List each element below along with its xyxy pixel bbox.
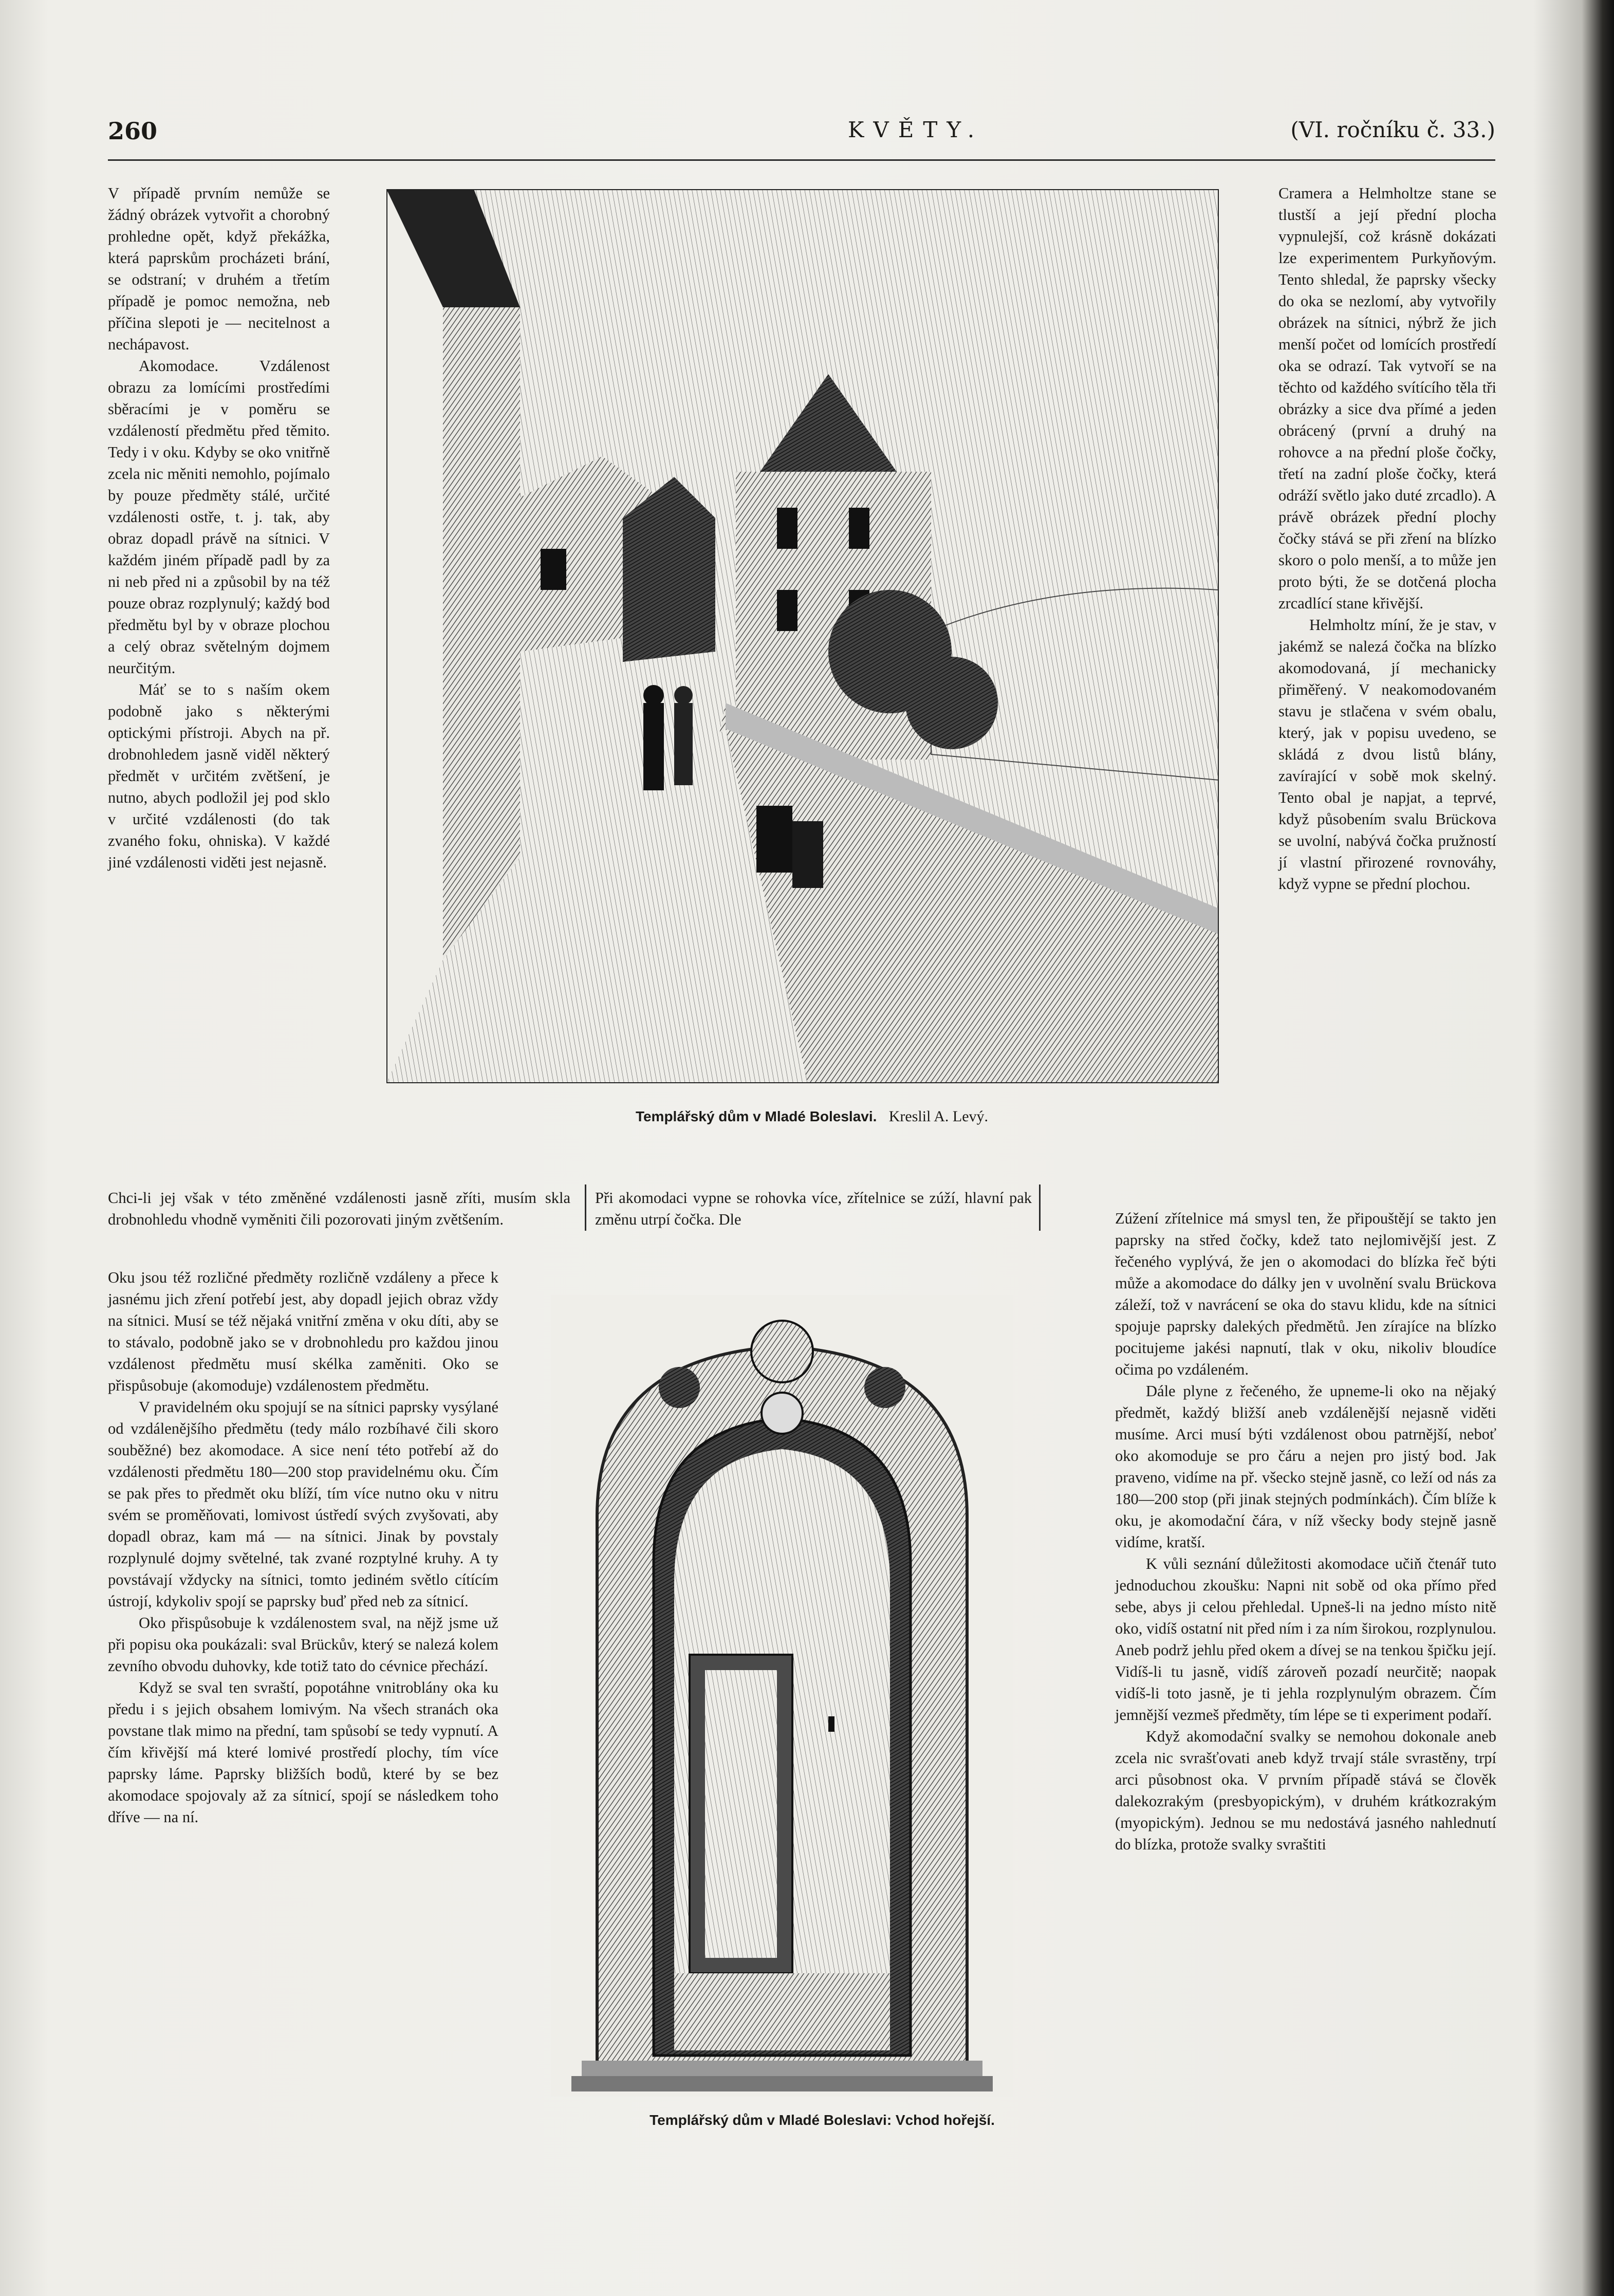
paragraph: K vůli seznání důležitosti akomodace učiň čtenář tuto jednoduchou zkoušku: Napni nit sobě od oka přímo před sebe, abys ji celou přehledal. Upneš-li na jedno místo nitě oko, vidíš ostatní nit před ním i za ním širokou, rozplynulou. Aneb podrž jehlu před okem a dívej se na tenkou špičku její. Vidíš-li tu jasně, vidíš zároveň pozadí neurčitě; naopak vidíš-li toto jasně, je ti jehla rozplynulým obrazem. Čím jemnější vezmeš předměty, tím lépe se ti experiment podaří. [1115, 1555, 1496, 1724]
engraving-street-illustration [386, 189, 1219, 1083]
paragraph: V pravidelném oku spojují se na sítnici paprsky vysýlané od vzdálenějšího předmětu (tedy málo rozbíhavé čili skoro souběžné) bez akomodace. A sice není této potřebí až do vzdálenosti předmětu 180—200 stop pravidelnému oku. Čím se pak přes to předmět oku blíží, tím více nutno oku v nitru svém se proměňovati, lomivost ústředí svých zvyšovati, aby dopadl obraz, kam má — na sítnici. Jinak by povstaly rozplynulé dojmy světelné, tak zvané rozptylné kruhy. A ty povstávají vždycky na sítnici, tomto jediném světlo cítícím ústrojí, kdykoliv spojí se paprsky buď před neb za sítnicí. [108, 1398, 498, 1610]
paragraph: Máť se to s naším okem podobně jako s některými optickými přístroji. Abych na př. drobnohledem jasně viděl některý předmět v určitém zvětšení, je nutno, abych podložil jej pod sklo v určité vzdálenosti (do tak zvaného foku, ohniska). V každé jiné vzdálenosti viděti jest nejasně. [108, 681, 330, 871]
caption-credit: Kreslil A. Levý. [888, 1108, 989, 1125]
journal-title: KVĚTY. [848, 117, 984, 142]
paragraph: Helmholtz míní, že je stav, v jakémž se nalezá čočka na blízko akomodovaná, jí mechanicky přiměřený. V neakomodovaném stavu je stlačena v svém obalu, který, jak v popisu uvedeno, se skládá z dvou listů blány, zavírající v sobě mok skelný. Tento obal je napjat, a teprvé, když působením svalu Brückova se uvolní, nabývá čočka pružností jí vlastní přirozené rovnováhy, když vypne se přední plochou. [1278, 616, 1496, 893]
paragraph: V případě prvním nemůže se žádný obrázek vytvořit a chorobný prohledne opět, když překážka, která paprskům procházeti brání, se odstraní; v druhém a třetím případě je pomoc nemožna, neb příčina slepoti je — necitelnost a nechápavost. [108, 184, 330, 353]
paragraph: Oku jsou též rozličné předměty rozličně vzdáleny a přece k jasnému jich zření potřebí jest, aby dopadl jejich obraz vždy na sítnici. Musí se též nějaká vnitřní změna v oku díti, aby se to stávalo, podobně jako se v drobnohledu pro každou jinou vzdálenost předmětu musí skélka zaměniti. Oko se přispůsobuje (akomoduje) vzdálenostem předmětu. [108, 1269, 498, 1394]
bridge-text-middle [595, 1187, 1032, 1230]
figure-caption-top [565, 1108, 1059, 1125]
paragraph: Dále plyne z řečeného, že upneme-li oko na nějaký předmět, každý bližší aneb vzdálenější nejasně viděti musíme. Arci musí býti vzdálenost obou patrnější, neboť oko akomoduje se pro čáru a nejen pro jistý bod. Jak praveno, vidíme na př. všecko stejně jasně, co leží od nás za 180—200 stop (při jinak stejných podmínkách). Čím blíže k oku, je akomodační čára, v níž všecky body stejně jasně vidíme, kratší. [1115, 1382, 1496, 1551]
header-rule [108, 159, 1495, 161]
column-divider [1039, 1184, 1041, 1231]
column-divider [585, 1184, 586, 1231]
paragraph: Když se sval ten svraští, popotáhne vnitroblány oka ku předu i s jejich obsahem lomivým. Na všech stranách oka povstane tlak mimo na přední, tam spůsobí se tedy vypnutí. A čím křivější má které lomivé prostředí plochy, tím více paprsky láme. Paprsky bližších bodů, které by se bez akomodace spojovaly až za sítnicí, spojí se následkem toho dříve — na ní. [108, 1679, 498, 1826]
paragraph: Zúžení zřítelnice má smysl ten, že připouštějí se takto jen paprsky na střed čočky, kdež tato nejlomivější jest. Z řečeného vyplývá, že jen o akomodaci do blízka řeč býti může a akomodace do dálky jen v uvolnění svalu Brückova záleží, tož v navrácení se oka do stavu klidu, kde na sítnici spojuje paprsky dalekých předmětů. Jen zírajíce na blízko pocitujeme jakési napnutí, tlak v oku, nikoliv bloudíce očima po vzdáleném. [1115, 1210, 1496, 1378]
paragraph: Při akomodaci vypne se rohovka více, zřítelnice se zúží, hlavní pak změnu utrpí čočka. Dle [595, 1189, 1032, 1228]
column-left-upper [108, 182, 330, 873]
page-number: 260 [108, 117, 158, 145]
column-right-lower [1115, 1208, 1496, 1855]
column-left-lower [108, 1267, 498, 1828]
paragraph: Když akomodační svalky se nemohou dokonale aneb zcela nic svrašťovati aneb když trvají stále svrastěny, trpí arci působnost oka. V prvním případě stává se člověk dalekozrakým (presbyopickým), v druhém krátkozrakým (myopickým). Jednou se mu nedostává jasného nahlednutí do blízka, protože svalky svraštiti [1115, 1728, 1496, 1853]
paragraph: Chci-li jej však v této změněné vzdálenosti jasně zříti, musím skla drobnohledu vhodně vyměniti čili pozorovati jiným zvětšením. [108, 1189, 570, 1228]
caption-title: Templářský dům v Mladé Boleslavi. [635, 1108, 877, 1124]
paragraph: Oko přispůsobuje k vzdálenostem sval, na nějž jsme už při popisu oka poukázali: sval Brückův, který se nalezá kolem zevního obvodu duhovky, kde totiž tato do cévnice přechází. [108, 1614, 498, 1675]
bridge-text-left [108, 1187, 570, 1230]
column-right-upper [1278, 182, 1496, 895]
paragraph: Akomodace. Vzdálenost obrazu za lomícími prostředími sběracími je v poměru se vzdáleností předmětu před těmito. Tedy i v oku. Kdyby se oko vnitřně zcela nic měniti nemohlo, pojímalo by pouze předměty stálé, určité vzdálenosti ostře, t. j. tak, aby obraz dopadl právě na sítnici. V každém jiném případě padl by za ni neb před ni a způsobil by na též pouze obraz rozplynulý; každý bod předmětu byl by v obraze plochou a celý obraz světelným dojmem neurčitým. [108, 357, 330, 677]
page-header [108, 117, 1495, 153]
engraving-doorway-illustration [551, 1295, 1013, 2097]
caption-title: Templářský dům v Mladé Boleslavi: Vchod hořejší. [650, 2112, 995, 2128]
volume-label: (VI. ročníku č. 33.) [1290, 117, 1495, 142]
paragraph: Cramera a Helmholtze stane se tlustší a její přední plocha vypnulejší, což krásně dokázati lze experimentem Purkyňovým. Tento shledal, že paprsky všecky do oka se nezlomí, aby vytvořily obrázek na sítnici, nýbrž že jich menší počet od lomících prostředí oka se odrazí. Tak vytvoří se na těchto od každého svítícího těla tři obrázky a sice dva přímé a jeden obrácený (první a druhý na rohovce a na přední ploše čočky, třetí na zadní ploše čočky, která odráží světlo jako duté zrcadlo). A právě obrázek přední plochy čočky stává se při zření na blízko skoro o polo menší, a to může jen proto býti, že se dotčená plocha zrcadlící stane křivější. [1278, 184, 1496, 612]
figure-caption-bottom [576, 2112, 1069, 2128]
